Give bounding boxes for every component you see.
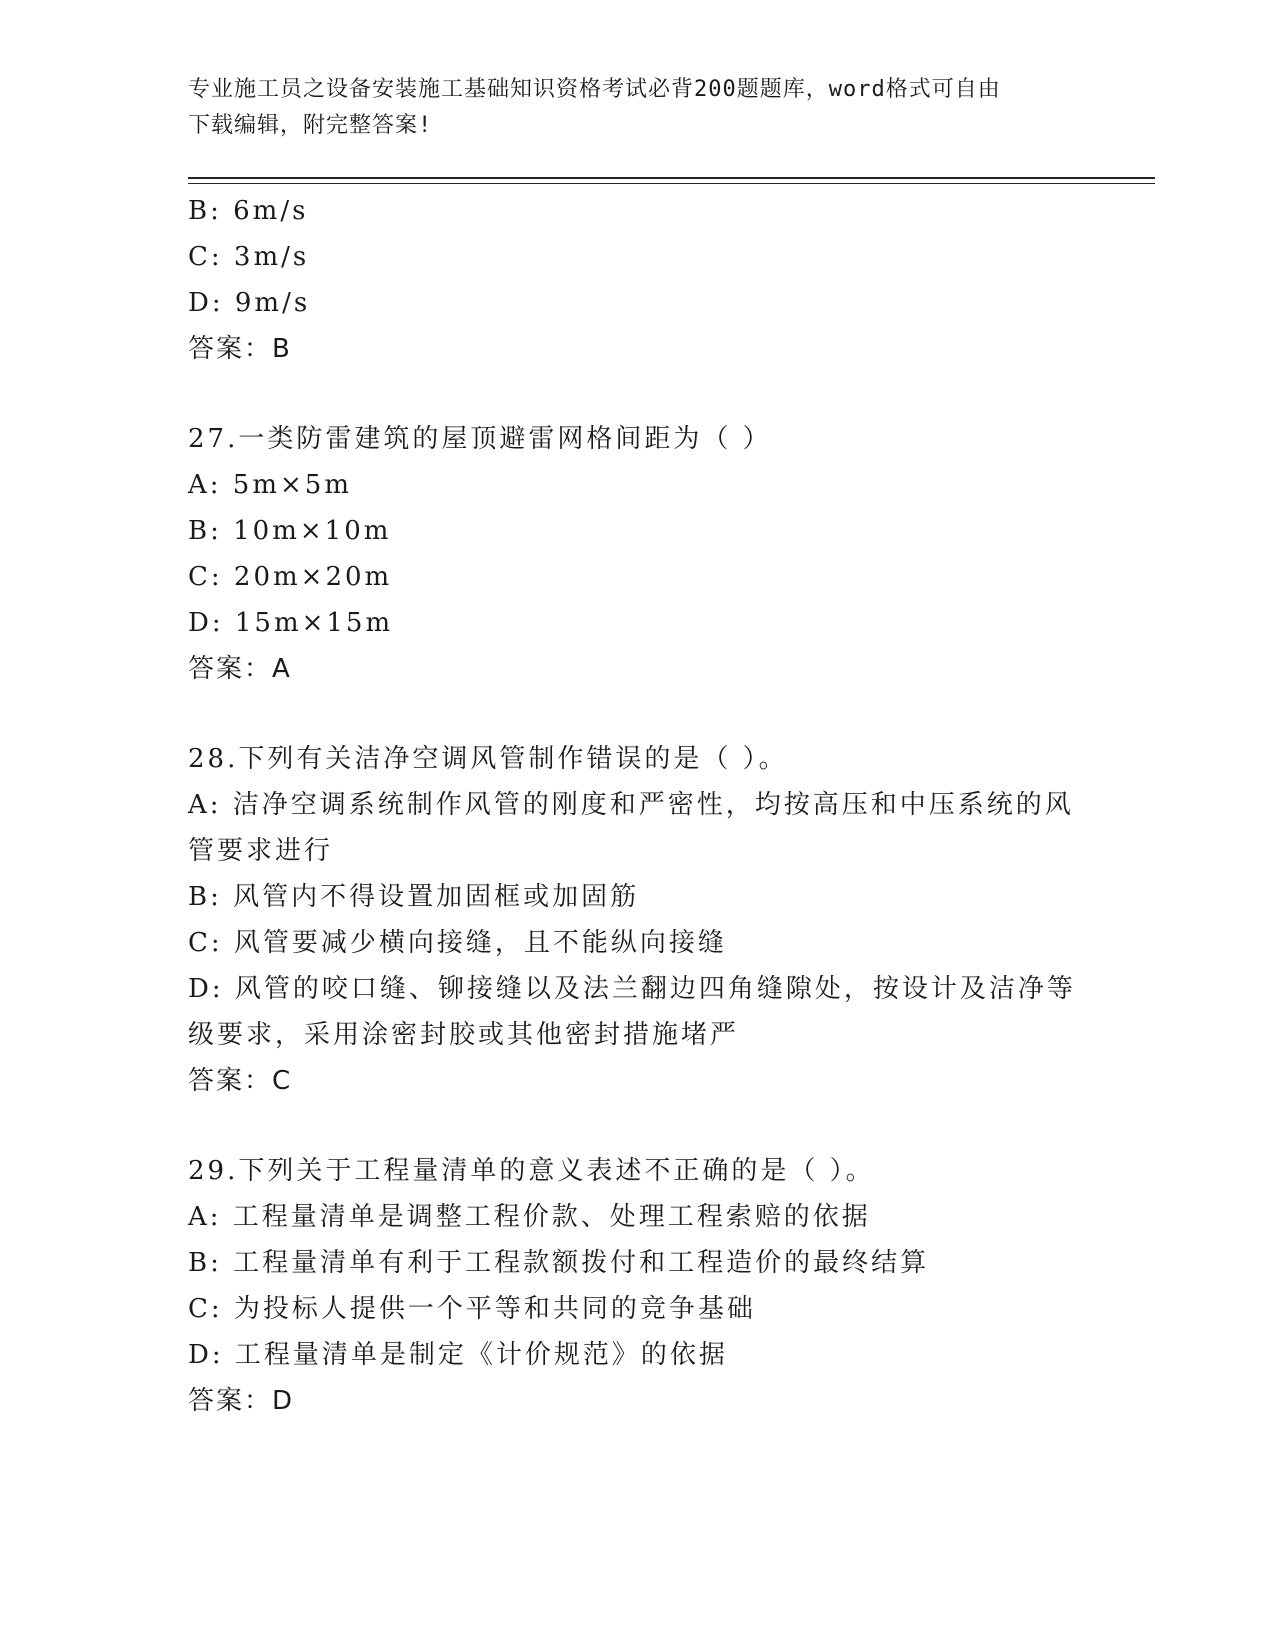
- answer-line: 答案：C: [188, 1066, 293, 1096]
- question-stem: 27.一类防雷建筑的屋顶避雷网格间距为（ ）: [188, 424, 772, 454]
- option-d: D: 工程量清单是制定《计价规范》的依据: [188, 1340, 728, 1370]
- option-b: B: 10m×10m: [188, 516, 392, 546]
- question-stem: 29.下列关于工程量清单的意义表述不正确的是（ ）。: [188, 1156, 875, 1186]
- answer-line: 答案：B: [188, 334, 292, 364]
- option-b: B: 风管内不得设置加固框或加固筋: [188, 882, 640, 912]
- question-29: [188, 1148, 1088, 1424]
- option-d: D: 15m×15m: [188, 608, 394, 638]
- header-line-2: 下载编辑，附完整答案!: [188, 113, 433, 138]
- option-d: D: 9m/s: [188, 288, 311, 318]
- option-b: B: 6m/s: [188, 196, 309, 226]
- option-c: C: 风管要减少横向接缝，且不能纵向接缝: [188, 928, 727, 958]
- question-stem: 28.下列有关洁净空调风管制作错误的是（ ）。: [188, 744, 788, 774]
- header-rule-thin: [188, 183, 1155, 184]
- answer-line: 答案：A: [188, 654, 292, 684]
- option-c: C: 20m×20m: [188, 562, 393, 592]
- option-a: A: 洁净空调系统制作风管的刚度和严密性，均按高压和中压系统的风管要求进行: [188, 790, 1074, 866]
- header-line-1: 专业施工员之设备安装施工基础知识资格考试必背200题题库，word格式可自由: [188, 77, 1001, 102]
- option-a: A: 5m×5m: [188, 470, 352, 500]
- option-a: A: 工程量清单是调整工程价款、处理工程索赔的依据: [188, 1202, 871, 1232]
- spacer: [188, 1104, 1088, 1148]
- header-rule-thick: [188, 177, 1155, 179]
- option-d: D: 风管的咬口缝、铆接缝以及法兰翻边四角缝隙处，按设计及洁净等级要求，采用涂密封胶或其他密封措施堵严: [188, 974, 1076, 1050]
- spacer: [188, 692, 1088, 736]
- document-header: [188, 72, 1088, 144]
- answer-line: 答案：D: [188, 1386, 295, 1416]
- question-26-continued: [188, 188, 1088, 372]
- question-27: [188, 416, 1088, 692]
- question-list: [188, 188, 1088, 1424]
- question-28: [188, 736, 1088, 1104]
- option-b: B: 工程量清单有利于工程款额拨付和工程造价的最终结算: [188, 1248, 930, 1278]
- option-c: C: 3m/s: [188, 242, 310, 272]
- option-c: C: 为投标人提供一个平等和共同的竞争基础: [188, 1294, 756, 1324]
- spacer: [188, 372, 1088, 416]
